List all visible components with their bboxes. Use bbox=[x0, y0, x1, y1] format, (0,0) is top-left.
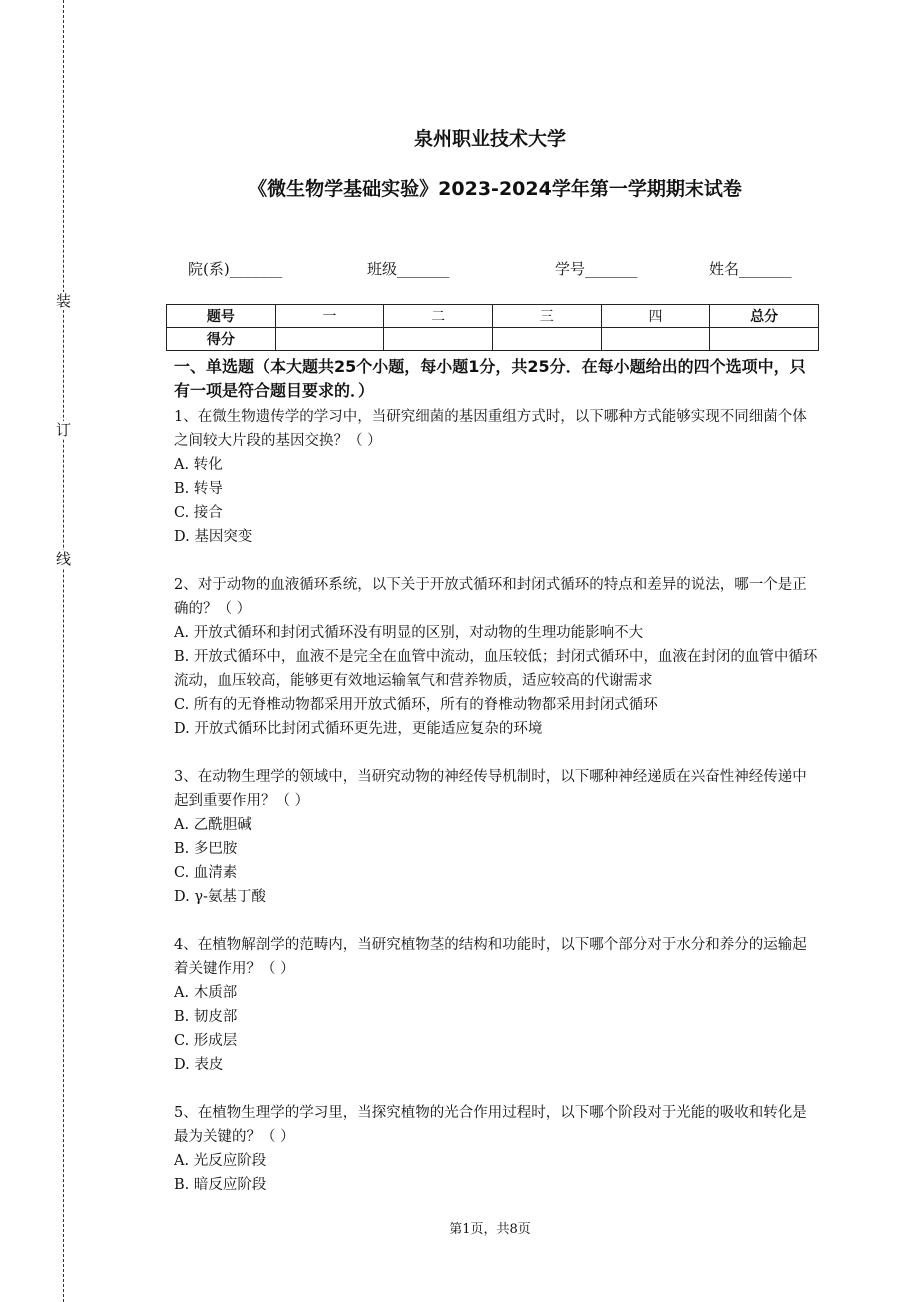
question-option: D. 开放式循环比封闭式循环更先进，更能适应复杂的环境 bbox=[174, 721, 543, 737]
question-option: A. 光反应阶段 bbox=[174, 1153, 267, 1169]
question-option: A. 转化 bbox=[174, 457, 223, 473]
question bbox=[174, 765, 819, 909]
question-option: C. 所有的无脊椎动物都采用开放式循环，所有的脊椎动物都采用封闭式循环 bbox=[174, 697, 658, 713]
binding-char-ding: 订 bbox=[56, 421, 72, 439]
score-table bbox=[166, 304, 819, 351]
question bbox=[174, 1101, 819, 1197]
score-cell bbox=[384, 328, 493, 351]
score-header-cell: 四 bbox=[601, 305, 710, 328]
score-header-cell: 一 bbox=[275, 305, 384, 328]
question-option: C. 血清素 bbox=[174, 865, 238, 881]
binding-char-zhuang: 装 bbox=[56, 292, 72, 310]
question-option: C. 接合 bbox=[174, 505, 223, 521]
question-stem: 4、在植物解剖学的范畴内，当研究植物茎的结构和功能时，以下哪个部分对于水分和养分的运输起着关键作用？（ ） bbox=[174, 937, 807, 977]
class-field: 班级_______ bbox=[367, 260, 450, 278]
question-option: D. 表皮 bbox=[174, 1057, 224, 1073]
score-cell bbox=[492, 328, 601, 351]
score-table-score-row bbox=[167, 328, 819, 351]
question bbox=[174, 573, 819, 741]
department-field: 院(系)_______ bbox=[188, 260, 283, 278]
question-option: D. γ-氨基丁酸 bbox=[174, 889, 266, 905]
section-title: 一、单选题（本大题共25个小题，每小题1分，共25分．在每小题给出的四个选项中，只有一项是符合题目要求的．） bbox=[174, 357, 806, 400]
question-option: A. 乙酰胆碱 bbox=[174, 817, 252, 833]
exam-title: 《微生物学基础实验》2023-2024学年第一学期期末试卷 bbox=[248, 178, 742, 200]
student-id-field: 学号_______ bbox=[555, 260, 638, 278]
score-header-cell: 总分 bbox=[710, 305, 819, 328]
page-footer: 第1页，共8页 bbox=[449, 1222, 531, 1237]
question-option: A. 开放式循环和封闭式循环没有明显的区别，对动物的生理功能影响不大 bbox=[174, 625, 644, 641]
question bbox=[174, 933, 819, 1077]
question-option: B. 多巴胺 bbox=[174, 841, 238, 857]
score-header-cell: 题号 bbox=[167, 305, 276, 328]
score-header-cell: 二 bbox=[384, 305, 493, 328]
question bbox=[174, 405, 819, 549]
binding-char-xian: 线 bbox=[56, 550, 72, 568]
name-field: 姓名_______ bbox=[709, 260, 792, 278]
question-option: D. 基因突变 bbox=[174, 529, 253, 545]
question-option: B. 转导 bbox=[174, 481, 223, 497]
question-stem: 5、在植物生理学的学习里，当探究植物的光合作用过程时，以下哪个阶段对于光能的吸收和转化是最为关键的？（ ） bbox=[174, 1105, 807, 1145]
school-name: 泉州职业技术大学 bbox=[413, 128, 566, 150]
question-option: B. 开放式循环中，血液不是完全在血管中流动，血压较低；封闭式循环中，血液在封闭的血管中循环流动，血压较高，能够更有效地运输氧气和营养物质，适应较高的代谢需求 bbox=[174, 649, 818, 689]
score-cell bbox=[275, 328, 384, 351]
question-stem: 3、在动物生理学的领域中，当研究动物的神经传导机制时，以下哪种神经递质在兴奋性神经传递中起到重要作用？（ ） bbox=[174, 769, 807, 809]
question-option: B. 韧皮部 bbox=[174, 1009, 238, 1025]
score-row-label: 得分 bbox=[167, 328, 276, 351]
exam-content bbox=[174, 355, 819, 1221]
question-stem: 2、对于动物的血液循环系统，以下关于开放式循环和封闭式循环的特点和差异的说法，哪一个是正确的？（ ） bbox=[174, 577, 807, 617]
score-cell bbox=[601, 328, 710, 351]
score-table-header-row bbox=[167, 305, 819, 328]
question-option: C. 形成层 bbox=[174, 1033, 238, 1049]
question-option: A. 木质部 bbox=[174, 985, 238, 1001]
score-header-cell: 三 bbox=[492, 305, 601, 328]
question-option: B. 暗反应阶段 bbox=[174, 1177, 267, 1193]
question-stem: 1、在微生物遗传学的学习中，当研究细菌的基因重组方式时，以下哪种方式能够实现不同细菌个体之间较大片段的基因交换？（ ） bbox=[174, 409, 807, 449]
score-cell bbox=[710, 328, 819, 351]
